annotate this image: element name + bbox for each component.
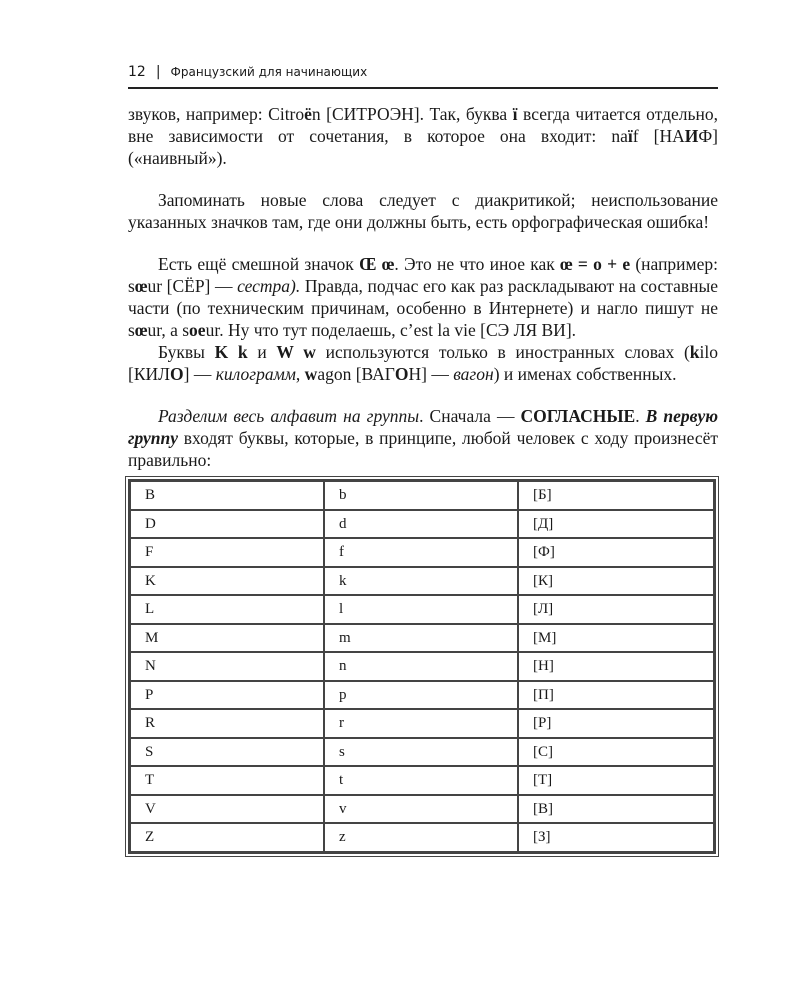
header-rule [128,87,718,89]
letter-lower-cell: r [324,709,518,738]
paragraph-3: Есть ещё смешной значок Œ œ. Это не что иное как œ = o + e (например: sœur [СЁР] — сестра). Правда, подчас его как раз раскладывают на составные части (по техническим причинам, особенно в Интернете) и нагло пишут не sœur, а soeur. Ну что тут поделаешь, c’est la vie [СЭ ЛЯ ВИ]. [128,254,718,340]
letter-sound-cell: [Н] [518,652,714,681]
letter-upper-cell: R [130,709,324,738]
letter-lower-cell: t [324,766,518,795]
paragraph-1: звуков, например: Citroën [СИТРОЭН]. Так, буква ï всегда читается отдельно, вне зависимости от сочетания, в которое она входит: naïf [НАИФ] («наивный»). [128,104,719,168]
letter-upper-cell: S [130,738,324,767]
table-row [130,709,714,738]
table-row [130,738,714,767]
letter-lower-cell: n [324,652,518,681]
letter-upper-cell: D [130,510,324,539]
letter-upper-cell: P [130,681,324,710]
table-row [130,538,714,567]
letter-lower-cell: f [324,538,518,567]
letter-sound-cell: [В] [518,795,714,824]
paragraph-4: Буквы K k и W w используются только в иностранных словах (kilo [КИЛО] — килограмм, wagon [ВАГОН] — вагон) и именах собственных. [128,342,718,384]
page-body [128,103,718,854]
letter-upper-cell: V [130,795,324,824]
table-row [130,567,714,596]
letter-upper-cell: T [130,766,324,795]
letter-lower-cell: s [324,738,518,767]
paragraph-2: Запоминать новые слова следует с диакритикой; неиспользование указанных значков там, где они должны быть, есть орфографическая ошибка! [128,190,718,232]
book-title: Французский для начинающих [170,65,368,79]
letter-lower-cell: d [324,510,518,539]
table-row [130,795,714,824]
letter-sound-cell: [П] [518,681,714,710]
letter-upper-cell: K [130,567,324,596]
letter-sound-cell: [Р] [518,709,714,738]
table-row [130,481,714,510]
letter-lower-cell: v [324,795,518,824]
letter-upper-cell: L [130,595,324,624]
paragraph-5: Разделим весь алфавит на группы. Сначала — СОГЛАСНЫЕ. В первую группу входят буквы, которые, в принципе, любой человек с ходу произнесёт правильно: [128,406,718,470]
letter-lower-cell: m [324,624,518,653]
table-row [130,510,714,539]
header-separator: | [155,64,161,80]
letter-sound-cell: [Ф] [518,538,714,567]
letter-lower-cell: l [324,595,518,624]
letter-sound-cell: [Л] [518,595,714,624]
letter-upper-cell: F [130,538,324,567]
letter-sound-cell: [Т] [518,766,714,795]
letter-lower-cell: b [324,481,518,510]
page-number: 12 [128,64,146,80]
table-row [130,766,714,795]
letter-sound-cell: [М] [518,624,714,653]
consonants-table [128,479,716,854]
table-row [130,652,714,681]
table-row [130,595,714,624]
running-header [128,62,718,82]
letter-sound-cell: [К] [518,567,714,596]
table-row [130,823,714,852]
letter-sound-cell: [С] [518,738,714,767]
letter-lower-cell: z [324,823,518,852]
letter-upper-cell: M [130,624,324,653]
letter-sound-cell: [Б] [518,481,714,510]
letter-sound-cell: [З] [518,823,714,852]
letter-upper-cell: N [130,652,324,681]
letter-sound-cell: [Д] [518,510,714,539]
letter-lower-cell: p [324,681,518,710]
table-row [130,681,714,710]
letter-upper-cell: Z [130,823,324,852]
table-row [130,624,714,653]
letter-upper-cell: B [130,481,324,510]
letter-lower-cell: k [324,567,518,596]
book-page [128,62,718,854]
